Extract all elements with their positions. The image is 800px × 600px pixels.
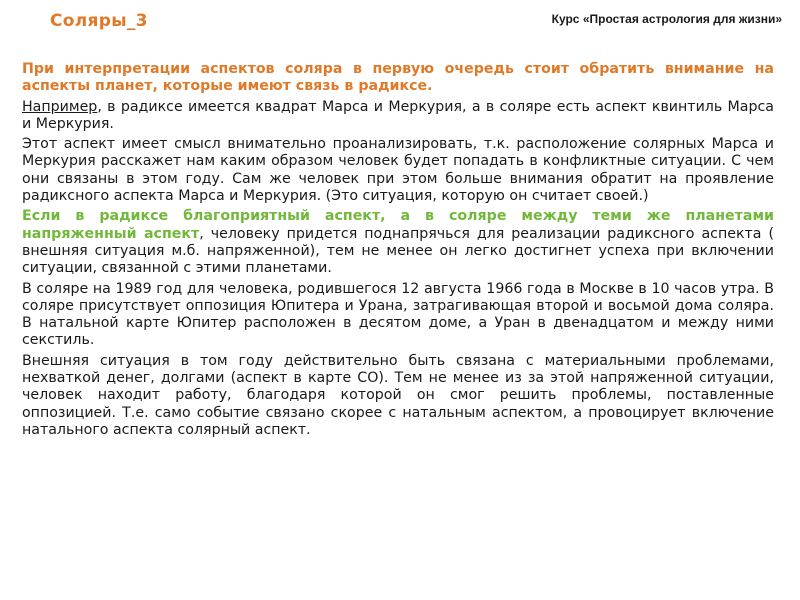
- favorable-text: , человеку придется поднапрячься для реализации радиксного аспекта ( внешняя ситуация м.б. напряженной), тем не менее он легко достигнет успеха при включении ситуации, связанной с этими планетами.: [22, 225, 774, 277]
- intro-highlight: При интерпретации аспектов соляра в первую очередь стоит обратить внимание на аспекты планет, которые имеют связь в радиксе.: [22, 61, 774, 95]
- paragraph-analysis: Этот аспект имеет смысл внимательно проанализировать, т.к. расположение солярных Марса и Меркурия расскажет нам каким образом человек будет попадать в конфликтные ситуации. С чем они связаны в этом году. Сам же человек при этом больше внимания обратит на проявление радиксного аспекта Марса и Меркурия. (Это ситуация, которую он считает своей.): [22, 136, 774, 205]
- slide-title: Соляры_3: [50, 11, 148, 31]
- favorable-highlight: Если в радиксе благоприятный аспект, а в соляре между теми же планетами напряженный аспект: [22, 208, 774, 242]
- course-name: Курс «Простая астрология для жизни»: [551, 12, 782, 26]
- paragraph-favorable: [22, 208, 774, 277]
- paragraph-external-situation: Внешняя ситуация в том году действительно быть связана с материальными проблемами, нехваткой денег, долгами (аспект в карте СО). Тем не менее из за этой напряженной ситуации, человек находит работу, благодаря которой он смог решить проблемы, поставленные оппозицией. Т.е. само событие связано скорее с натальным аспектом, а провоцирует включение натального аспекта солярный аспект.: [22, 352, 774, 438]
- slide-body: [22, 61, 774, 442]
- example-lead: Например: [22, 98, 98, 115]
- paragraph-solar-1989: В соляре на 1989 год для человека, родившегося 12 августа 1966 года в Москве в 10 часов утра. В соляре присутствует оппозиция Юпитера и Урана, затрагивающая второй и восьмой дома соляра. В натальной карте Юпитер расположен в десятом доме, а Уран в двенадцатом и между ними секстиль.: [22, 280, 774, 349]
- paragraph-example: [22, 99, 774, 134]
- example-text: , в радиксе имеется квадрат Марса и Меркурия, а в соляре есть аспект квинтиль Марса и Меркурия.: [22, 98, 774, 132]
- paragraph-intro: [22, 61, 774, 96]
